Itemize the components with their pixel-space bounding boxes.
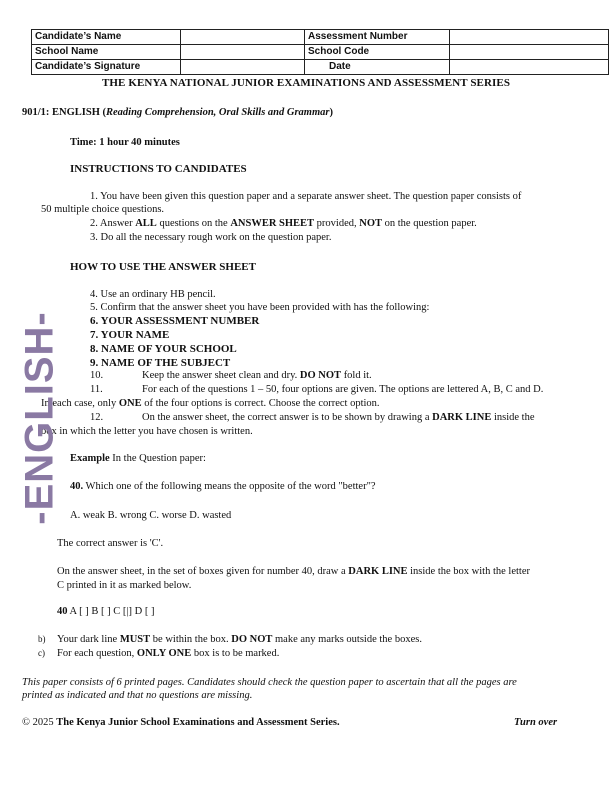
step-12: On the answer sheet, the correct answer is to be shown by drawing a DARK LINE inside the	[142, 412, 535, 423]
note-c-label: c)	[38, 648, 45, 658]
note-c: For each question, ONLY ONE box is to be marked.	[57, 648, 280, 659]
step-7: 7. YOUR NAME	[90, 329, 170, 341]
step-8: 8. NAME OF YOUR SCHOOL	[90, 343, 237, 355]
answer-sheet-heading: HOW TO USE THE ANSWER SHEET	[70, 261, 256, 273]
school-name-field[interactable]	[181, 45, 305, 60]
instruction-2: 2. Answer ALL questions on the ANSWER SHEET provided, NOT on the question paper.	[90, 218, 477, 229]
step-11: For each of the questions 1 – 50, four options are given. The options are lettered A, B, C and D.	[142, 384, 544, 395]
step-12-number: 12.	[90, 412, 104, 423]
candidate-signature-label: Candidate’s Signature	[32, 60, 181, 75]
turn-over-label: Turn over	[514, 717, 558, 728]
date-label: Date	[305, 60, 450, 75]
page-count-note-cont: printed as indicated and that no questions are missing.	[22, 690, 253, 701]
note-b-label: b)	[38, 634, 46, 644]
example-sheet-instruction-cont: C printed in it as marked below.	[57, 580, 192, 591]
instruction-1: 1. You have been given this question paper and a separate answer sheet. The question paper consists of	[90, 191, 522, 202]
subject-watermark-text: -ENGLISH-	[17, 311, 62, 525]
step-4: 4. Use an ordinary HB pencil.	[90, 289, 216, 300]
step-9: 9. NAME OF THE SUBJECT	[90, 357, 231, 369]
candidate-details-table	[31, 29, 609, 75]
example-question: 40. Which one of the following means the opposite of the word "better"?	[70, 481, 376, 492]
candidate-signature-field[interactable]	[181, 60, 305, 75]
assessment-number-label: Assessment Number	[305, 30, 450, 45]
assessment-number-field[interactable]	[450, 30, 609, 45]
step-6: 6. YOUR ASSESSMENT NUMBER	[90, 315, 260, 327]
school-name-label: School Name	[32, 45, 181, 60]
date-field[interactable]	[450, 60, 609, 75]
example-sheet-instruction: On the answer sheet, in the set of boxes given for number 40, draw a DARK LINE inside the box with the letter	[57, 566, 530, 577]
candidate-name-field[interactable]	[181, 30, 305, 45]
note-b: Your dark line MUST be within the box. DO NOT make any marks outside the boxes.	[57, 634, 422, 645]
step-10-number: 10.	[90, 370, 104, 381]
example-intro: Example In the Question paper:	[70, 453, 206, 464]
step-5: 5. Confirm that the answer sheet you have been provided with has the following:	[90, 302, 430, 313]
example-options: A. weak B. wrong C. worse D. wasted	[70, 510, 232, 521]
step-12-cont: box in which the letter you have chosen is written.	[41, 426, 253, 437]
school-code-field[interactable]	[450, 45, 609, 60]
subject-watermark	[17, 311, 62, 525]
step-10: Keep the answer sheet clean and dry. DO NOT fold it.	[142, 370, 372, 381]
step-11-cont: In each case, only ONE of the four options is correct. Choose the correct option.	[41, 398, 380, 409]
paper-code: 901/1: ENGLISH (Reading Comprehension, Oral Skills and Grammar)	[22, 107, 333, 118]
candidate-name-label: Candidate’s Name	[32, 30, 181, 45]
time-allowed: Time: 1 hour 40 minutes	[70, 137, 180, 148]
school-code-label: School Code	[305, 45, 450, 60]
instruction-3: 3. Do all the necessary rough work on the question paper.	[90, 232, 332, 243]
instructions-heading: INSTRUCTIONS TO CANDIDATES	[70, 163, 247, 175]
page-count-note: This paper consists of 6 printed pages. Candidates should check the question paper to ascertain that all the pages are	[22, 677, 517, 688]
instruction-1-cont: 50 multiple choice questions.	[41, 204, 165, 215]
step-11-number: 11.	[90, 384, 103, 395]
example-answer-boxes: 40 A [ ] B [ ] C [|] D [ ]	[57, 606, 155, 617]
exam-title: THE KENYA NATIONAL JUNIOR EXAMINATIONS AND ASSESSMENT SERIES	[101, 77, 511, 89]
example-correct-answer: The correct answer is 'C'.	[57, 538, 164, 549]
copyright-notice: © 2025 The Kenya Junior School Examinations and Assessment Series.	[22, 717, 340, 728]
